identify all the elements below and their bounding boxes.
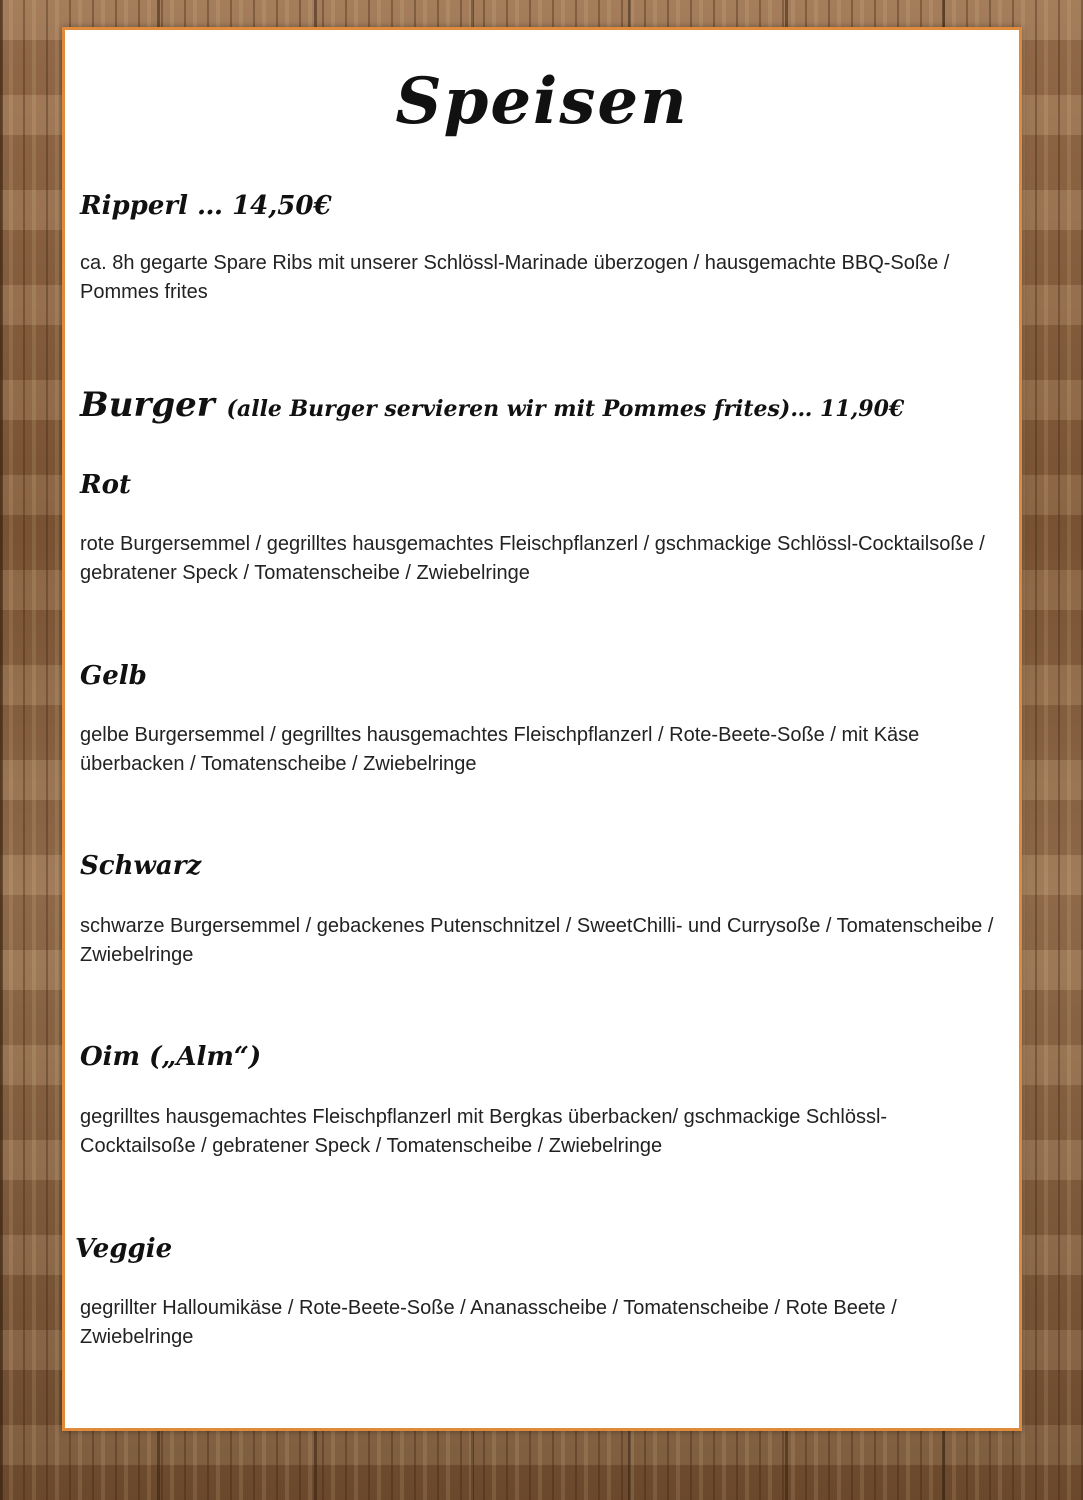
burger-name-veggie: Veggie [75,1234,173,1264]
burger-name-rot: Rot [80,470,131,500]
burger-name-gelb: Gelb [80,661,147,691]
burger-name-schwarz: Schwarz [80,851,202,881]
burger-description-schwarz: schwarze Burgersemmel / gebackenes Putenschnitzel / SweetChilli- und Currysoße / Tomatenscheibe / Zwiebelringe [80,915,994,966]
burger-heading [80,385,905,425]
burger-description-gelb: gelbe Burgersemmel / gegrilltes hausgemachtes Fleischpflanzerl / Rote-Beete-Soße / mit Käse überbacken / Tomatenscheibe / Zwiebelringe [80,724,920,775]
ripperl-heading: Ripperl … 14,50€ [80,191,332,221]
burger-description-oim: gegrilltes hausgemachtes Fleischpflanzerl mit Bergkas überbacken/ gschmackige Schlössl-Cocktailsoße / gebratener Speck / Tomatenscheibe / Zwiebelringe [80,1106,888,1157]
burger-name-oim: Oim („Alm“) [80,1042,262,1072]
ripperl-description: ca. 8h gegarte Spare Ribs mit unserer Schlössl-Marinade überzogen / hausgemachte BBQ-Soße / Pommes frites [80,252,950,303]
burger-title: Burger [80,385,215,425]
burger-note: (alle Burger servieren wir mit Pommes frites)… 11,90€ [226,396,905,422]
burger-description-veggie: gegrillter Halloumikäse / Rote-Beete-Soße / Ananasscheibe / Tomatenscheibe / Rote Beete / Zwiebelringe [80,1297,897,1348]
menu-card [62,27,1022,1431]
page-title: Speisen [395,64,689,139]
burger-description-rot: rote Burgersemmel / gegrilltes hausgemachtes Fleischpflanzerl / gschmackige Schlössl-Cocktailsoße / gebratener Speck / Tomatenscheibe / Zwiebelringe [80,533,985,584]
